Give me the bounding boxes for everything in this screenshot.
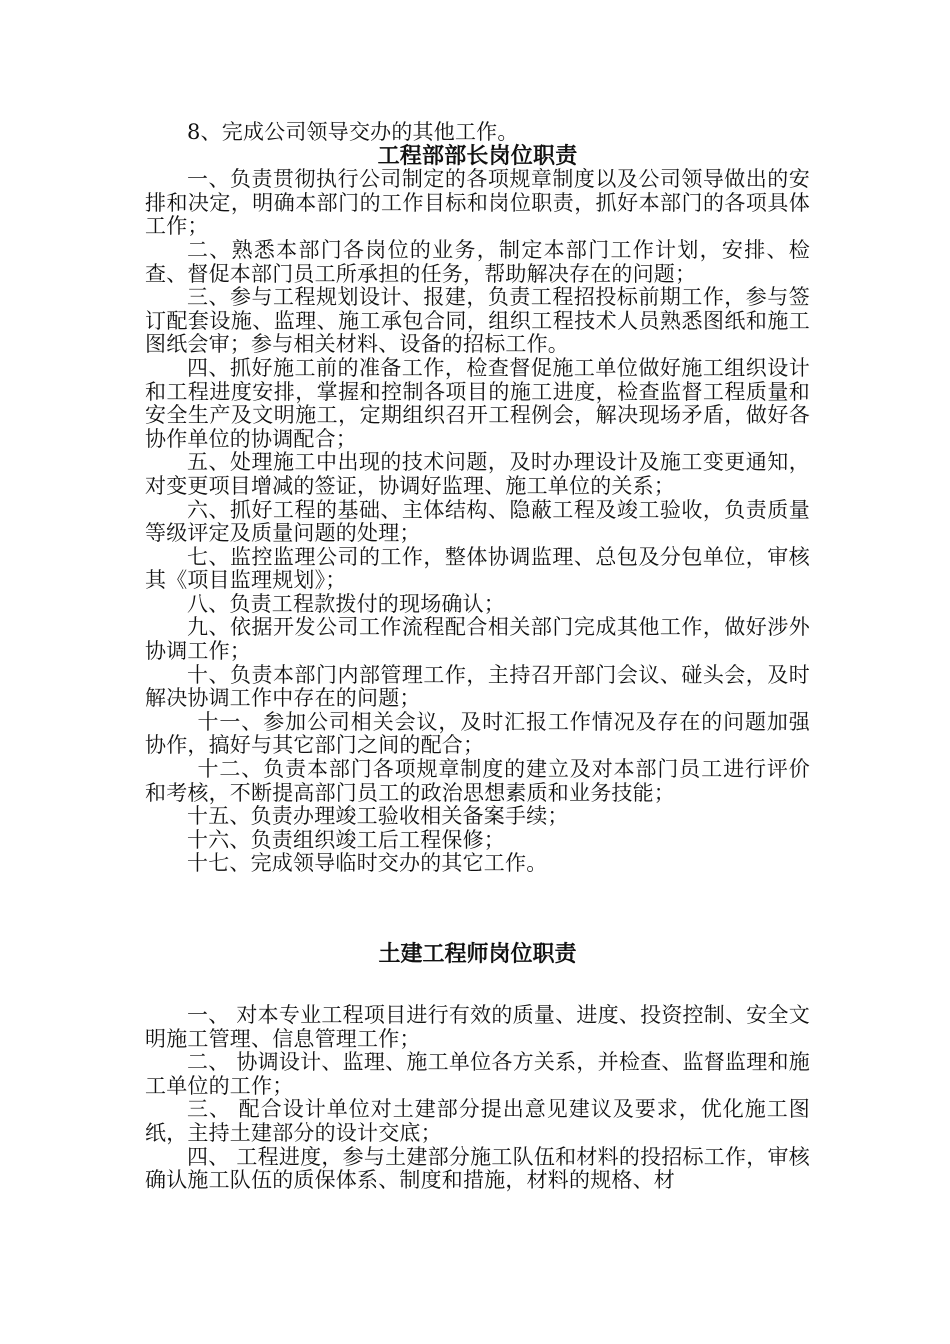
carryover-line: 8、完成公司领导交办的其他工作。	[187, 120, 519, 144]
duty-paragraph: 七、监控监理公司的工作，整体协调监理、总包及分包单位，审核其《项目监理规划》；	[145, 544, 810, 593]
duty-paragraph: 一、负责贯彻执行公司制定的各项规章制度以及公司领导做出的安排和决定，明确本部门的工作目标和岗位职责，抓好本部门的各项具体工作；	[145, 167, 810, 239]
duty-paragraph: 二、熟悉本部门各岗位的业务，制定本部门工作计划，安排、检查、督促本部门员工所承担的任务，帮助解决存在的问题；	[145, 237, 810, 286]
duty-paragraph: 四、 工程进度，参与土建部分施工队伍和材料的投招标工作，审核确认施工队伍的质保体系、制度和措施，材料的规格、材	[145, 1144, 810, 1193]
section-title-engineering-manager: 工程部部长岗位职责	[377, 142, 578, 169]
duty-paragraph: 十二、负责本部门各项规章制度的建立及对本部门员工进行评价和考核，不断提高部门员工的政治思想素质和业务技能；	[145, 757, 810, 805]
duty-paragraph: 十七、完成领导临时交办的其它工作。	[187, 851, 548, 876]
duty-paragraph: 二、 协调设计、监理、施工单位各方关系，并检查、监督监理和施工单位的工作；	[145, 1050, 810, 1098]
section-civil-engineer	[145, 1004, 810, 1193]
duty-paragraph: 十五、负责办理竣工验收相关备案手续；	[187, 804, 569, 829]
duty-paragraph: 三、参与工程规划设计、报建，负责工程招投标前期工作，参与签订配套设施、监理、施工承包合同，组织工程技术人员熟悉图纸和施工图纸会审；参与相关材料、设备的招标工作。	[145, 285, 810, 357]
section-title-civil-engineer: 土建工程师岗位职责	[378, 941, 577, 967]
duty-paragraph: 五、处理施工中出现的技术问题，及时办理设计及施工变更通知，对变更项目增减的签证，协调好监理、施工单位的关系；	[145, 450, 810, 498]
section-engineering-manager	[145, 121, 810, 876]
duty-paragraph: 八、负责工程款拨付的现场确认；	[187, 591, 505, 616]
duty-paragraph: 一、 对本专业工程项目进行有效的质量、进度、投资控制、安全文明施工管理、信息管理工作；	[145, 1003, 810, 1051]
duty-paragraph: 六、抓好工程的基础、主体结构、隐蔽工程及竣工验收，负责质量等级评定及质量问题的处理；	[145, 497, 810, 546]
duty-paragraph: 十一、参加公司相关会议，及时汇报工作情况及存在的问题加强协作，搞好与其它部门之间的配合；	[145, 709, 810, 758]
duty-paragraph: 三、 配合设计单位对土建部分提出意见建议及要求，优化施工图纸，主持土建部分的设计交底；	[145, 1097, 810, 1145]
duty-paragraph: 四、抓好施工前的准备工作，检查督促施工单位做好施工组织设计和工程进度安排，掌握和控制各项目的施工进度，检查监督工程质量和安全生产及文明施工，定期组织召开工程例会，解决现场矛盾，做好各协作单位的协调配合；	[145, 355, 810, 451]
duty-paragraph: 十六、负责组织竣工后工程保修；	[187, 827, 505, 852]
duty-paragraph: 十、负责本部门内部管理工作，主持召开部门会议、碰头会，及时解决协调工作中存在的问题；	[145, 662, 810, 711]
duty-paragraph: 九、依据开发公司工作流程配合相关部门完成其他工作，做好涉外协调工作；	[145, 615, 810, 664]
